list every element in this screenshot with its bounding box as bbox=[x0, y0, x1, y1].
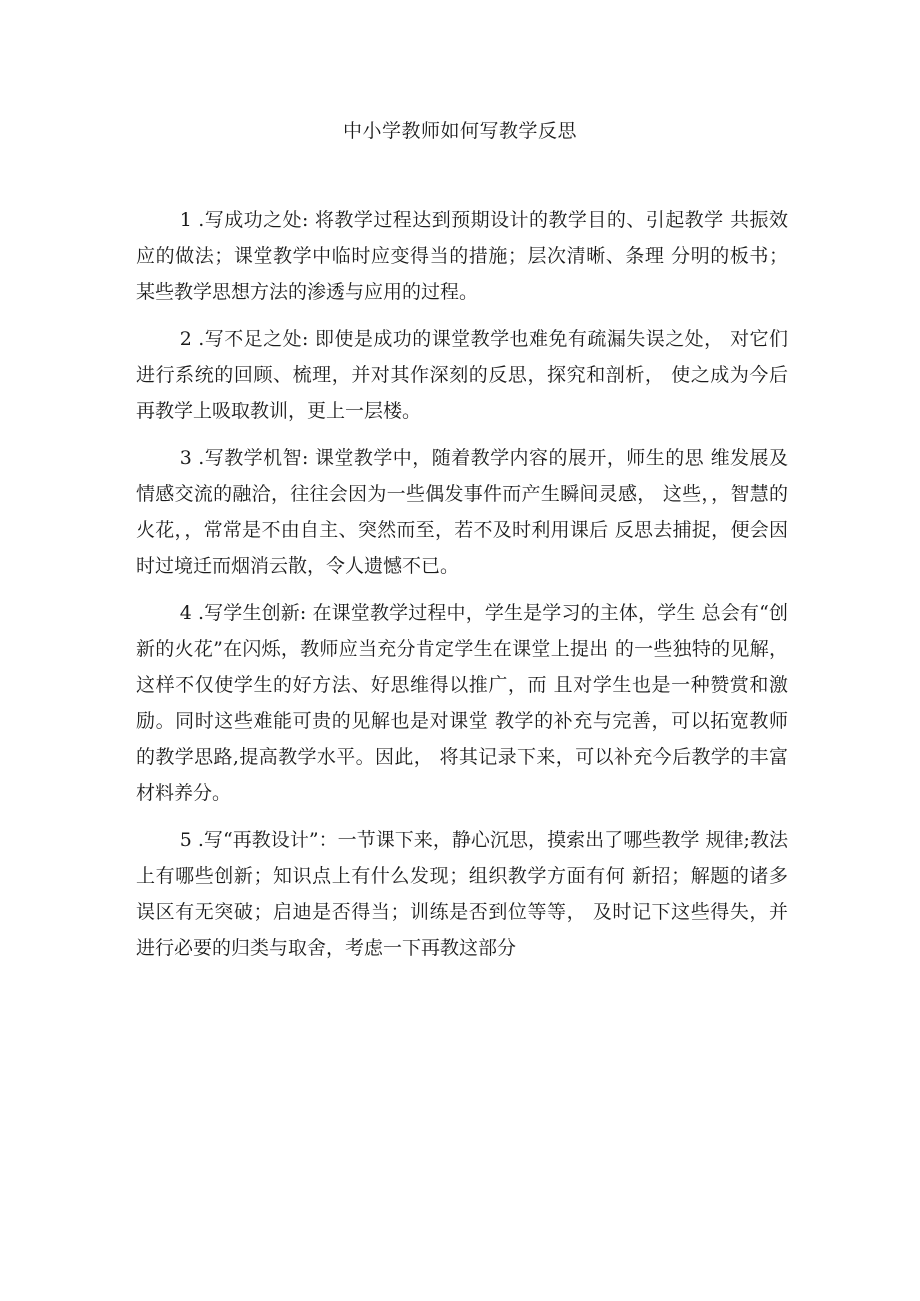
paragraph-teaching-wit: 3 .写教学机智: 课堂教学中，随着教学内容的展开，师生的思 维发展及情感交流的融洽，往往会因为一些偶发事件而产生瞬间灵感， 这些，，智慧的火花，，常常是不由自主、突然而至，若不及时利用课后 反思去捕捉，便会因时过境迁而烟消云散，令人遗憾不已。 bbox=[136, 447, 788, 577]
paragraph-shortcomings: 2 .写不足之处: 即使是成功的课堂教学也难免有疏漏失误之处， 对它们进行系统的回顾、梳理，并对其作深刻的反思，探究和剖析， 使之成为今后再教学上吸取教训，更上一层楼。 bbox=[136, 328, 788, 422]
paragraph-redesign: 5 .写“再教设计”：一节课下来，静心沉思，摸索出了哪些教学 规律;教法上有哪些创新；知识点上有什么发现；组织教学方面有何 新招；解题的诸多误区有无突破；启迪是否得当；训练是否到位等等， 及时记下这些得失，并进行必要的归类与取舍，考虑一下再教这部分 bbox=[136, 829, 788, 959]
document-title: 中小学教师如何写教学反思 bbox=[342, 120, 577, 142]
paragraph-success: 1 .写成功之处: 将教学过程达到预期设计的教学目的、引起教学 共振效应的做法；课堂教学中临时应变得当的措施；层次清晰、条理 分明的板书；某些教学思想方法的渗透与应用的过程。 bbox=[136, 209, 788, 303]
paragraph-student-innovation: 4 .写学生创新: 在课堂教学过程中，学生是学习的主体，学生 总会有“创新的火花”在闪烁，教师应当充分肯定学生在课堂上提出 的一些独特的见解，这样不仅使学生的好方法、好思维得以推广，而 且对学生也是一种赞赏和激励。同时这些难能可贵的见解也是对课堂 教学的补充与完善，可以拓宽教师的教学思路,提高教学水平。因此， 将其记录下来，可以补充今后教学的丰富材料养分。 bbox=[136, 602, 788, 804]
document-body bbox=[136, 202, 788, 977]
